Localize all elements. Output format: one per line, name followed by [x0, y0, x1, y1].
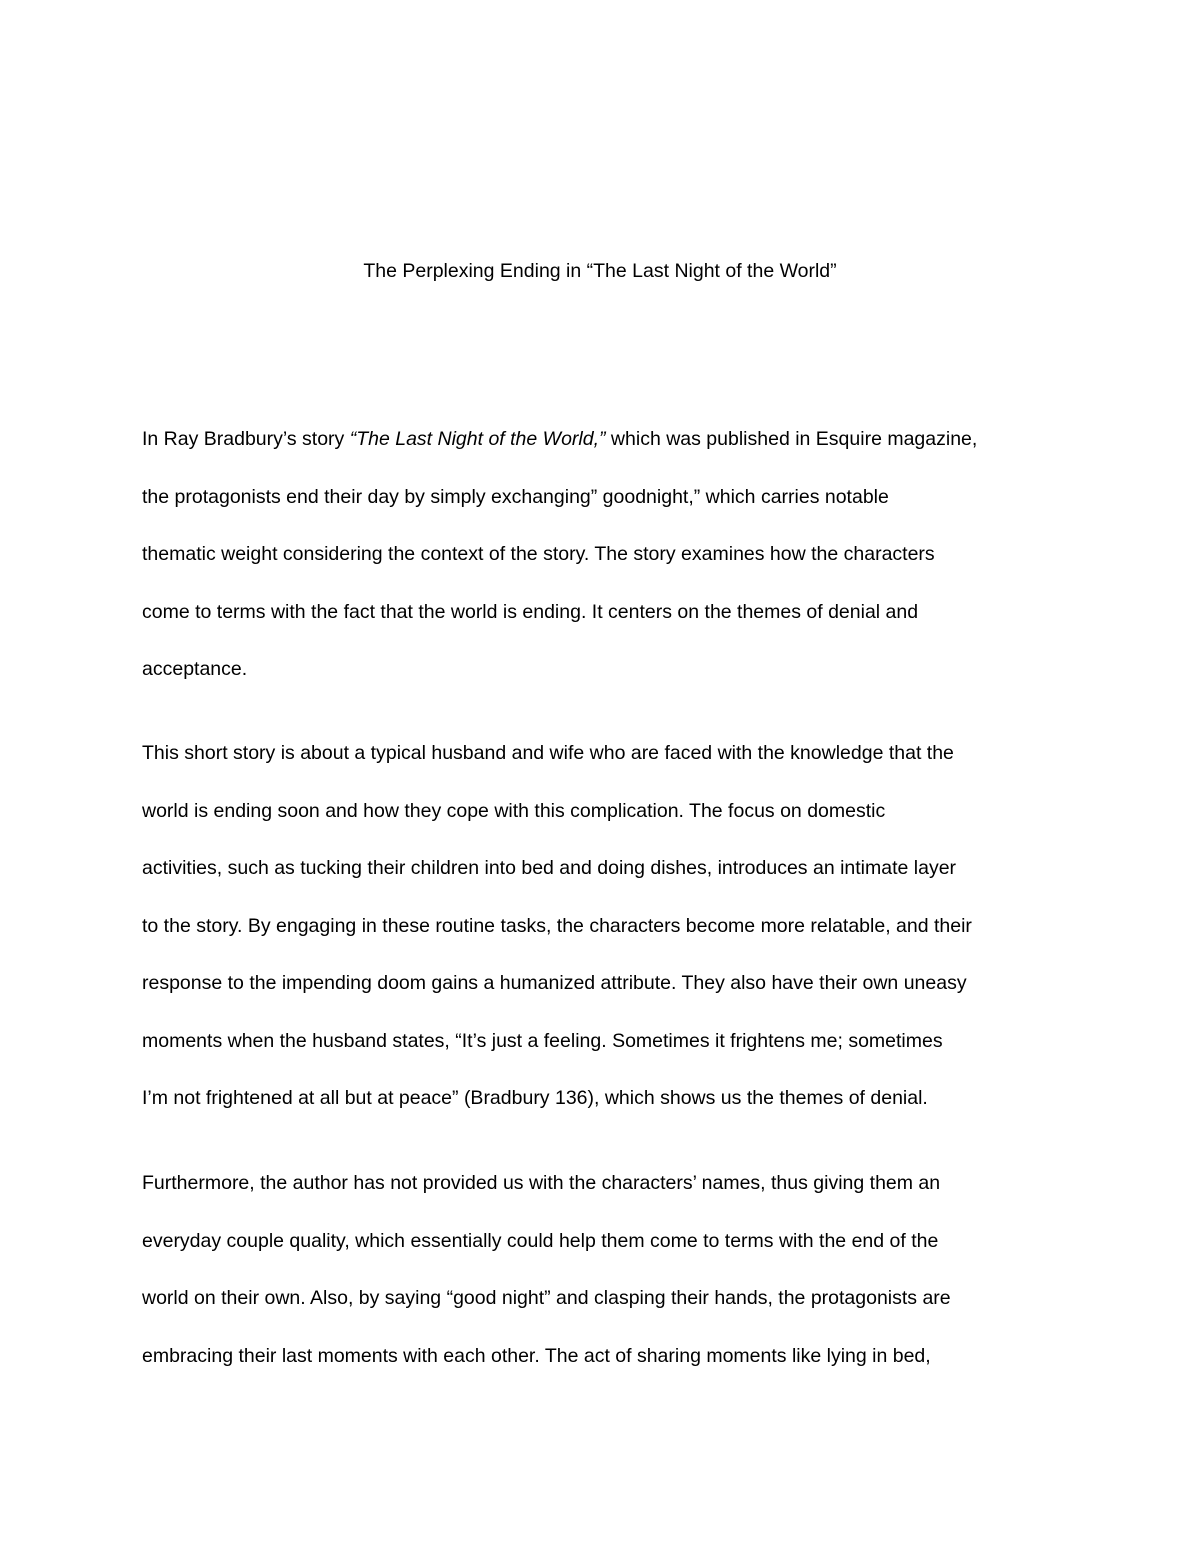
paragraph-line: I’m not frightened at all but at peace” (Bradbury 136), which shows us the themes of denial. — [142, 1087, 928, 1109]
paragraph-line: acceptance. — [142, 658, 248, 680]
paragraph-1 — [142, 411, 1072, 699]
paragraph-line: everyday couple quality, which essentially could help them come to terms with the end of the — [142, 1229, 939, 1252]
page-title: The Perplexing Ending in “The Last Night of the World” — [363, 260, 837, 282]
paragraph-3 — [142, 1155, 1072, 1385]
line-text: which was published in Esquire magazine, — [605, 428, 978, 450]
paragraph-line: embracing their last moments with each other. The act of sharing moments like lying in bed, — [142, 1344, 931, 1367]
paragraph-line: world on their own. Also, by saying “good night” and clasping their hands, the protagonists are — [142, 1287, 951, 1309]
paragraph-line: world is ending soon and how they cope with this complication. The focus on domestic — [142, 799, 886, 822]
paragraph-line: to the story. By engaging in these routine tasks, the characters become more relatable, and their — [142, 914, 972, 937]
paragraph-line: This short story is about a typical husband and wife who are faced with the knowledge that the — [142, 742, 954, 764]
paragraph-line: Furthermore, the author has not provided us with the characters’ names, thus giving them an — [142, 1172, 941, 1194]
paragraph-line: thematic weight considering the context of the story. The story examines how the characters — [142, 543, 935, 565]
paragraph-line: the protagonists end their day by simply exchanging” goodnight,” which carries notable — [142, 485, 889, 508]
paragraph-line: come to terms with the fact that the world is ending. It centers on the themes of denial and — [142, 600, 919, 623]
line-text: In Ray Bradbury’s story — [142, 428, 350, 450]
paragraph-line: moments when the husband states, “It’s just a feeling. Sometimes it frightens me; sometimes — [142, 1029, 943, 1052]
story-title-italic: “The Last Night of the World,” — [349, 428, 606, 450]
paragraph-line: response to the impending doom gains a humanized attribute. They also have their own uneasy — [142, 972, 967, 994]
paragraph-2 — [142, 725, 1072, 1128]
paragraph-line — [142, 411, 1072, 469]
paragraph-line: activities, such as tucking their children into bed and doing dishes, introduces an intimate layer — [142, 857, 957, 879]
